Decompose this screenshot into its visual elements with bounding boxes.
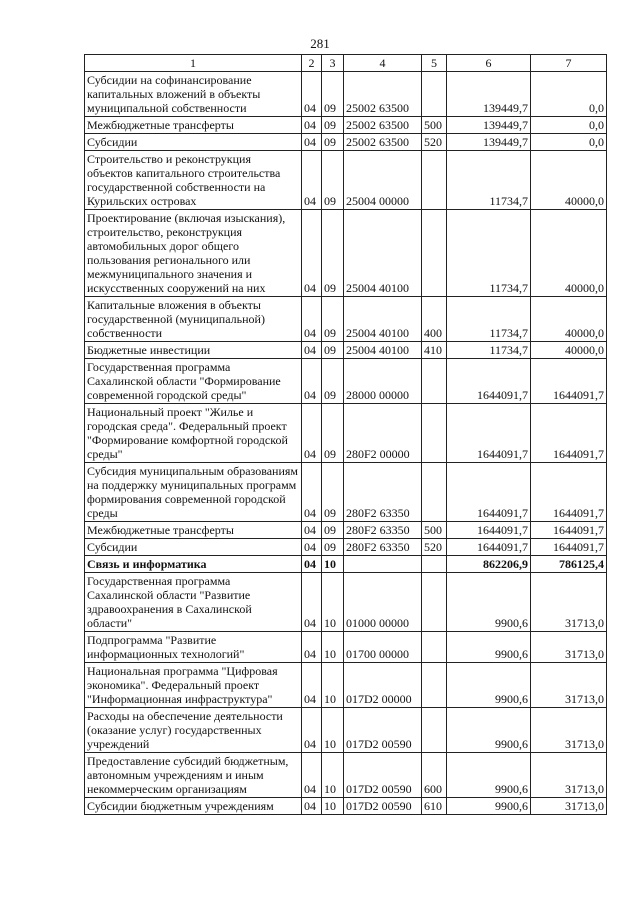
amount-2-cell: 1644091,7 xyxy=(531,359,607,404)
subsection-code-cell: 10 xyxy=(322,753,344,798)
target-article-cell: 01000 00000 xyxy=(344,573,422,632)
table-row xyxy=(85,134,607,151)
target-article-cell: 017D2 00000 xyxy=(344,663,422,708)
row-name-cell: Субсидии xyxy=(85,539,302,556)
expense-type-cell: 520 xyxy=(422,539,447,556)
section-code-cell: 04 xyxy=(302,297,322,342)
section-code-cell: 04 xyxy=(302,210,322,297)
row-name-cell: Субсидия муниципальным образованиям на поддержку муниципальных программ формирования современной городской среды xyxy=(85,463,302,522)
subsection-code-cell: 09 xyxy=(322,539,344,556)
expense-type-cell: 400 xyxy=(422,297,447,342)
expense-type-cell: 520 xyxy=(422,134,447,151)
table-row xyxy=(85,404,607,463)
subsection-code-cell: 10 xyxy=(322,663,344,708)
amount-1-cell: 11734,7 xyxy=(447,342,531,359)
table-row xyxy=(85,539,607,556)
subsection-code-cell: 09 xyxy=(322,72,344,117)
table-row xyxy=(85,753,607,798)
row-name-cell: Бюджетные инвестиции xyxy=(85,342,302,359)
target-article-cell: 25002 63500 xyxy=(344,117,422,134)
expense-type-cell xyxy=(422,359,447,404)
row-name-cell: Национальный проект "Жилье и городская среда". Федеральный проект "Формирование комфортной городской среды" xyxy=(85,404,302,463)
subsection-code-cell: 10 xyxy=(322,798,344,815)
target-article-cell: 280F2 63350 xyxy=(344,539,422,556)
amount-2-cell: 31713,0 xyxy=(531,632,607,663)
expense-type-cell: 410 xyxy=(422,342,447,359)
target-article-cell: 280F2 63350 xyxy=(344,463,422,522)
amount-1-cell: 11734,7 xyxy=(447,297,531,342)
section-code-cell: 04 xyxy=(302,72,322,117)
amount-2-cell: 31713,0 xyxy=(531,573,607,632)
amount-1-cell: 1644091,7 xyxy=(447,359,531,404)
amount-1-cell: 9900,6 xyxy=(447,708,531,753)
section-code-cell: 04 xyxy=(302,117,322,134)
expense-type-cell xyxy=(422,663,447,708)
budget-table xyxy=(84,54,607,815)
row-name-cell: Проектирование (включая изыскания), строительство, реконструкция автомобильных дорог общего пользования регионального или межмуниципального значения и искусственных сооружений на них xyxy=(85,210,302,297)
target-article-cell: 017D2 00590 xyxy=(344,798,422,815)
row-name-cell: Межбюджетные трансферты xyxy=(85,522,302,539)
expense-type-cell: 500 xyxy=(422,117,447,134)
target-article-cell: 280F2 00000 xyxy=(344,404,422,463)
subsection-code-cell: 09 xyxy=(322,151,344,210)
column-header: 4 xyxy=(344,55,422,72)
row-name-cell: Субсидии бюджетным учреждениям xyxy=(85,798,302,815)
section-code-cell: 04 xyxy=(302,798,322,815)
amount-2-cell: 31713,0 xyxy=(531,798,607,815)
amount-2-cell: 0,0 xyxy=(531,72,607,117)
table-row xyxy=(85,663,607,708)
section-code-cell: 04 xyxy=(302,708,322,753)
subsection-code-cell: 09 xyxy=(322,522,344,539)
expense-type-cell: 500 xyxy=(422,522,447,539)
table-row xyxy=(85,117,607,134)
target-article-cell: 25004 40100 xyxy=(344,297,422,342)
table-row xyxy=(85,72,607,117)
target-article-cell: 25004 00000 xyxy=(344,151,422,210)
row-name-cell: Субсидии на софинансирование капитальных вложений в объекты муниципальной собственности xyxy=(85,72,302,117)
table-header-row xyxy=(85,55,607,72)
row-name-cell: Расходы на обеспечение деятельности (оказание услуг) государственных учреждений xyxy=(85,708,302,753)
amount-1-cell: 139449,7 xyxy=(447,72,531,117)
amount-2-cell: 40000,0 xyxy=(531,210,607,297)
amount-1-cell: 862206,9 xyxy=(447,556,531,573)
subsection-code-cell: 09 xyxy=(322,210,344,297)
amount-2-cell: 40000,0 xyxy=(531,342,607,359)
amount-2-cell: 1644091,7 xyxy=(531,522,607,539)
section-code-cell: 04 xyxy=(302,539,322,556)
section-code-cell: 04 xyxy=(302,556,322,573)
column-header: 1 xyxy=(85,55,302,72)
amount-2-cell: 786125,4 xyxy=(531,556,607,573)
target-article-cell: 01700 00000 xyxy=(344,632,422,663)
amount-1-cell: 9900,6 xyxy=(447,798,531,815)
expense-type-cell xyxy=(422,632,447,663)
subsection-code-cell: 10 xyxy=(322,573,344,632)
column-header: 2 xyxy=(302,55,322,72)
target-article-cell: 017D2 00590 xyxy=(344,708,422,753)
section-code-cell: 04 xyxy=(302,404,322,463)
section-code-cell: 04 xyxy=(302,522,322,539)
amount-1-cell: 1644091,7 xyxy=(447,522,531,539)
row-name-cell: Строительство и реконструкция объектов капитального строительства государственной собственности на Курильских островах xyxy=(85,151,302,210)
target-article-cell xyxy=(344,556,422,573)
table-row xyxy=(85,463,607,522)
table-row xyxy=(85,573,607,632)
expense-type-cell: 600 xyxy=(422,753,447,798)
subsection-code-cell: 09 xyxy=(322,297,344,342)
amount-2-cell: 0,0 xyxy=(531,134,607,151)
amount-1-cell: 139449,7 xyxy=(447,117,531,134)
amount-1-cell: 11734,7 xyxy=(447,151,531,210)
amount-2-cell: 40000,0 xyxy=(531,151,607,210)
row-name-cell: Связь и информатика xyxy=(85,556,302,573)
amount-1-cell: 9900,6 xyxy=(447,632,531,663)
expense-type-cell xyxy=(422,463,447,522)
amount-2-cell: 1644091,7 xyxy=(531,463,607,522)
section-code-cell: 04 xyxy=(302,463,322,522)
table-row xyxy=(85,632,607,663)
row-name-cell: Государственная программа Сахалинской области "Формирование современной городской среды" xyxy=(85,359,302,404)
row-name-cell: Национальная программа "Цифровая экономика". Федеральный проект "Информационная инфраструктура" xyxy=(85,663,302,708)
subsection-code-cell: 09 xyxy=(322,134,344,151)
amount-2-cell: 1644091,7 xyxy=(531,539,607,556)
expense-type-cell xyxy=(422,151,447,210)
target-article-cell: 25004 40100 xyxy=(344,342,422,359)
target-article-cell: 28000 00000 xyxy=(344,359,422,404)
row-name-cell: Подпрограмма "Развитие информационных технологий" xyxy=(85,632,302,663)
subsection-code-cell: 10 xyxy=(322,556,344,573)
target-article-cell: 25002 63500 xyxy=(344,134,422,151)
section-code-cell: 04 xyxy=(302,573,322,632)
table-row xyxy=(85,210,607,297)
subsection-code-cell: 09 xyxy=(322,117,344,134)
expense-type-cell xyxy=(422,573,447,632)
amount-1-cell: 9900,6 xyxy=(447,663,531,708)
section-code-cell: 04 xyxy=(302,753,322,798)
row-name-cell: Субсидии xyxy=(85,134,302,151)
section-code-cell: 04 xyxy=(302,342,322,359)
amount-1-cell: 139449,7 xyxy=(447,134,531,151)
table-row xyxy=(85,342,607,359)
table-row xyxy=(85,798,607,815)
subsection-code-cell: 09 xyxy=(322,359,344,404)
amount-2-cell: 31713,0 xyxy=(531,708,607,753)
amount-1-cell: 1644091,7 xyxy=(447,463,531,522)
target-article-cell: 017D2 00590 xyxy=(344,753,422,798)
column-header: 7 xyxy=(531,55,607,72)
amount-2-cell: 31713,0 xyxy=(531,663,607,708)
section-code-cell: 04 xyxy=(302,134,322,151)
amount-2-cell: 40000,0 xyxy=(531,297,607,342)
row-name-cell: Капитальные вложения в объекты государственной (муниципальной) собственности xyxy=(85,297,302,342)
amount-1-cell: 9900,6 xyxy=(447,753,531,798)
row-name-cell: Предоставление субсидий бюджетным, автономным учреждениям и иным некоммерческим организациям xyxy=(85,753,302,798)
section-code-cell: 04 xyxy=(302,151,322,210)
table-row xyxy=(85,708,607,753)
amount-2-cell: 0,0 xyxy=(531,117,607,134)
table-row xyxy=(85,297,607,342)
amount-2-cell: 31713,0 xyxy=(531,753,607,798)
subsection-code-cell: 09 xyxy=(322,463,344,522)
amount-1-cell: 11734,7 xyxy=(447,210,531,297)
expense-type-cell xyxy=(422,404,447,463)
section-code-cell: 04 xyxy=(302,663,322,708)
column-header: 5 xyxy=(422,55,447,72)
target-article-cell: 25004 40100 xyxy=(344,210,422,297)
row-name-cell: Государственная программа Сахалинской области "Развитие здравоохранения в Сахалинской области" xyxy=(85,573,302,632)
amount-1-cell: 1644091,7 xyxy=(447,539,531,556)
subsection-code-cell: 10 xyxy=(322,632,344,663)
budget-table-body xyxy=(85,55,607,815)
amount-1-cell: 9900,6 xyxy=(447,573,531,632)
column-header: 3 xyxy=(322,55,344,72)
table-row xyxy=(85,151,607,210)
amount-2-cell: 1644091,7 xyxy=(531,404,607,463)
expense-type-cell xyxy=(422,210,447,297)
expense-type-cell xyxy=(422,708,447,753)
table-row xyxy=(85,556,607,573)
expense-type-cell xyxy=(422,72,447,117)
table-row xyxy=(85,522,607,539)
subsection-code-cell: 09 xyxy=(322,342,344,359)
page-number: 281 xyxy=(310,36,330,51)
target-article-cell: 280F2 63350 xyxy=(344,522,422,539)
subsection-code-cell: 10 xyxy=(322,708,344,753)
expense-type-cell xyxy=(422,556,447,573)
section-code-cell: 04 xyxy=(302,632,322,663)
section-code-cell: 04 xyxy=(302,359,322,404)
row-name-cell: Межбюджетные трансферты xyxy=(85,117,302,134)
table-row xyxy=(85,359,607,404)
subsection-code-cell: 09 xyxy=(322,404,344,463)
column-header: 6 xyxy=(447,55,531,72)
amount-1-cell: 1644091,7 xyxy=(447,404,531,463)
expense-type-cell: 610 xyxy=(422,798,447,815)
target-article-cell: 25002 63500 xyxy=(344,72,422,117)
